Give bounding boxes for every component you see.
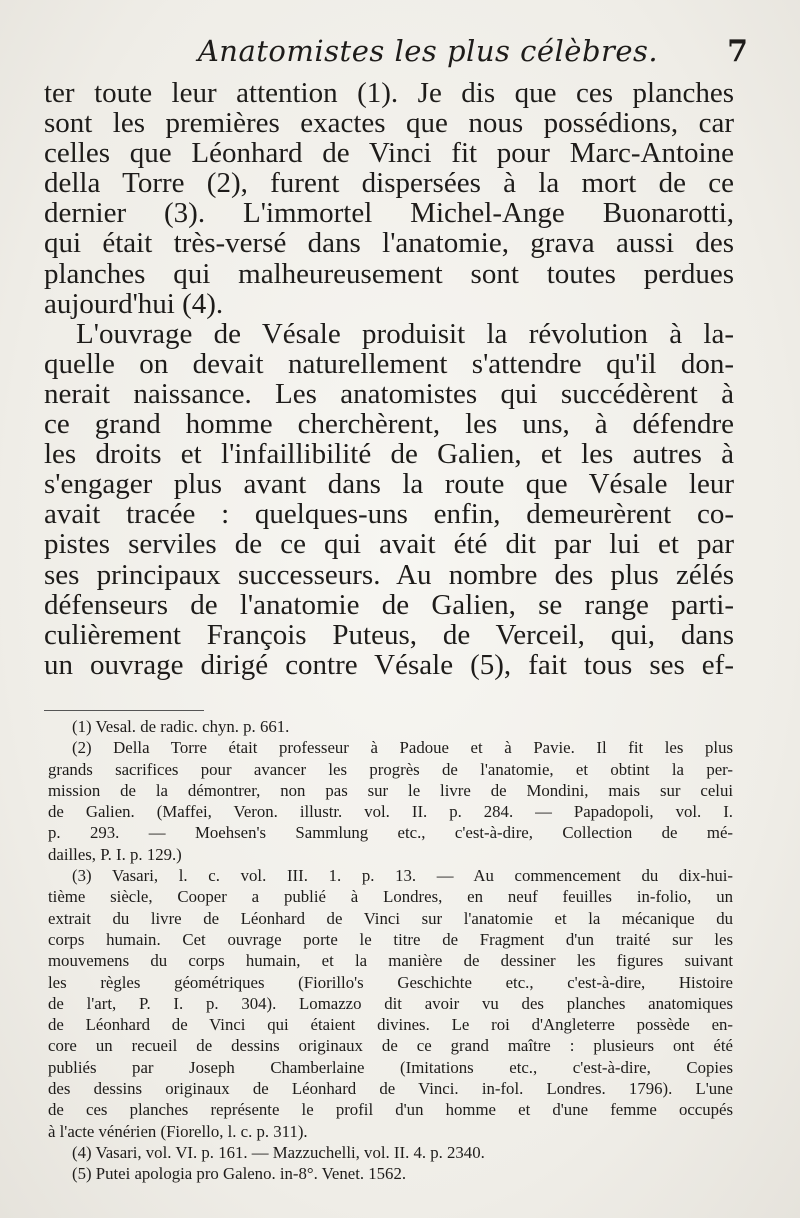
footnote-line: de l'art, P. I. p. 304). Lomazzo dit avoir vu des planches anatomiques [48,993,733,1013]
footnote-3 [48,865,733,1142]
text-line: celles que Léonhard de Vinci fit pour Marc-Antoine [44,137,734,170]
footnote-line: (4) Vasari, vol. VI. p. 161. — Mazzuchelli, vol. II. 4. p. 2340. [72,1142,485,1162]
text-line: dernier (3). L'immortel Michel-Ange Buonarotti, [44,197,734,230]
text-line: les droits et l'infaillibilité de Galien, et les autres à [44,438,734,471]
text-line: L'ouvrage de Vésale produisit la révolution à la- [76,317,734,350]
text-line: aujourd'hui (4). [44,287,224,320]
text-line: nerait naissance. Les anatomistes qui succédèrent à [44,377,734,410]
footnote-line: extrait du livre de Léonhard de Vinci sur l'anatomie et la mécanique du [48,908,733,928]
footnote-line: (2) Della Torre était professeur à Padoue et à Pavie. Il fit les plus [72,738,733,758]
main-text [44,78,734,680]
footnote-line: à l'acte vénérien (Fiorello, l. c. p. 311). [48,1121,308,1141]
text-line: un ouvrage dirigé contre Vésale (5), fait tous ses ef- [44,648,734,681]
page-header [48,34,748,78]
text-line: qui était très-versé dans l'anatomie, grava aussi des [44,227,734,260]
running-head: Anatomistes les plus célèbres. [197,34,659,68]
text-line: quelle on devait naturellement s'attendre qu'il don- [44,347,734,380]
text-line: avait tracée : quelques-uns enfin, demeurèrent co- [44,498,734,531]
text-line: ter toute leur attention (1). Je dis que ces planches [44,77,734,109]
paragraph-1 [44,78,734,319]
footnote-line: mission de la démontrer, non pas sur le livre de Mondini, mais sur celui [48,780,733,800]
footnote-5 [48,1163,733,1184]
text-line: culièrement François Puteus, de Verceil, qui, dans [44,618,734,651]
footnote-separator [44,710,204,711]
footnote-line: de Galien. (Maffei, Veron. illustr. vol. II. p. 284. — Papadopoli, vol. I. [48,802,733,822]
text-line: s'engager plus avant dans la route que Vésale leur [44,468,734,501]
text-line: ce grand homme cherchèrent, les uns, à défendre [44,408,734,441]
footnote-line: corps humain. Cet ouvrage porte le titre de Fragment d'un traité sur les [48,929,733,949]
text-line: pistes serviles de ce qui avait été dit par lui et par [44,528,734,561]
footnote-line: p. 293. — Moehsen's Sammlung etc., c'est-à-dire, Collection de mé- [48,823,733,843]
page-number: 7 [727,34,748,69]
footnote-line: (3) Vasari, l. c. vol. III. 1. p. 13. — Au commencement du dix-hui- [72,866,733,886]
footnote-line: (5) Putei apologia pro Galeno. in-8°. Venet. 1562. [72,1164,407,1184]
text-line: sont les premières exactes que nous possédions, car [44,107,734,140]
footnote-line: grands sacrifices pour avancer les progrès de l'anatomie, et obtint la per- [48,759,733,779]
paragraph-2 [44,319,734,680]
footnote-line: de ces planches représente le profil d'un homme et d'une femme occupés [48,1100,733,1120]
footnote-line: dailles, P. I. p. 129.) [48,844,182,864]
text-line: ses principaux successeurs. Au nombre des plus zélés [44,558,734,591]
footnotes [48,716,733,1185]
text-line: della Torre (2), furent dispersées à la mort de ce [44,167,734,200]
footnote-2 [48,737,733,865]
footnote-line: (1) Vesal. de radic. chyn. p. 661. [72,717,290,736]
footnote-1 [48,716,733,737]
footnote-line: publiés par Joseph Chamberlaine (Imitations etc., c'est-à-dire, Copies [48,1057,733,1077]
text-line: défenseurs de l'anatomie de Galien, se range parti- [44,588,734,621]
footnote-line: de Léonhard de Vinci qui étaient divines. Le roi d'Angleterre possède en- [48,1015,733,1035]
footnote-line: des dessins originaux de Léonhard de Vinci. in-fol. Londres. 1796). L'une [48,1079,733,1099]
footnote-line: core un recueil de dessins originaux de ce grand maître : plusieurs ont été [48,1036,733,1056]
footnote-line: tième siècle, Cooper a publié à Londres, en neuf feuilles in-folio, un [48,887,733,907]
footnote-line: mouvemens du corps humain, et la manière de dessiner les figures suivant [48,951,733,971]
footnote-4 [48,1142,733,1163]
text-line: planches qui malheureusement sont toutes perdues [44,257,734,290]
footnote-line: les règles géométriques (Fiorillo's Geschichte etc., c'est-à-dire, Histoire [48,972,733,992]
